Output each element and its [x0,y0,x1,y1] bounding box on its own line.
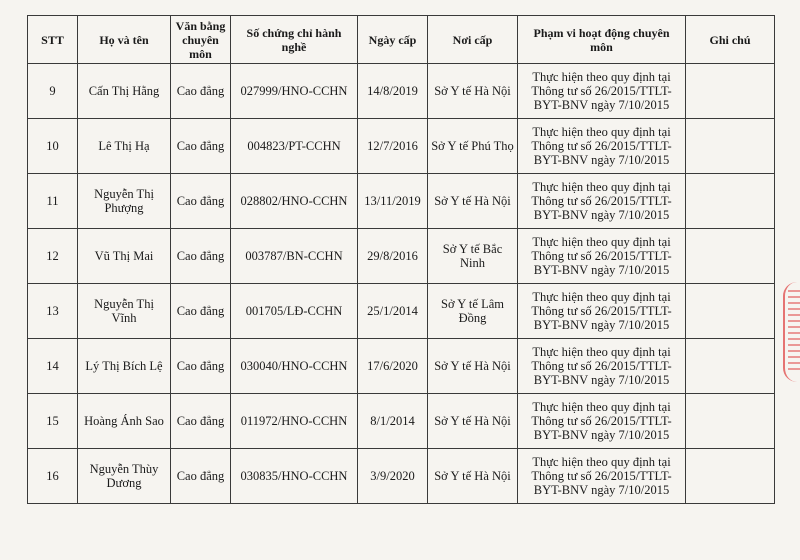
cell-issuer: Sở Y tế Lâm Đồng [428,284,518,339]
header-issuer: Nơi cấp [428,16,518,64]
cell-note [686,119,775,174]
cell-date: 8/1/2014 [358,394,428,449]
cell-scope: Thực hiện theo quy định tại Thông tư số 26/2015/TTLT-BYT-BNV ngày 7/10/2015 [518,174,686,229]
cell-name: Nguyễn Thị Phượng [78,174,171,229]
header-cert: Số chứng chỉ hành nghề [231,16,358,64]
cell-stt: 14 [28,339,78,394]
cell-cert: 011972/HNO-CCHN [231,394,358,449]
cell-name: Nguyễn Thị Vĩnh [78,284,171,339]
cell-cert: 004823/PT-CCHN [231,119,358,174]
cell-issuer: Sở Y tế Hà Nội [428,394,518,449]
cell-name: Vũ Thị Mai [78,229,171,284]
cell-stt: 10 [28,119,78,174]
cell-note [686,229,775,284]
table-row [28,284,775,339]
table-row [28,449,775,504]
cell-degree: Cao đẳng [171,394,231,449]
cell-stt: 9 [28,64,78,119]
table-row [28,229,775,284]
cell-issuer: Sở Y tế Hà Nội [428,174,518,229]
table-header-row [28,16,775,64]
cell-issuer: Sở Y tế Hà Nội [428,449,518,504]
cell-note [686,64,775,119]
header-name: Họ và tên [78,16,171,64]
table-row [28,174,775,229]
header-date: Ngày cấp [358,16,428,64]
cell-degree: Cao đẳng [171,119,231,174]
table-row [28,64,775,119]
cell-name: Lý Thị Bích Lệ [78,339,171,394]
cell-cert: 027999/HNO-CCHN [231,64,358,119]
cell-cert: 030040/HNO-CCHN [231,339,358,394]
cell-scope: Thực hiện theo quy định tại Thông tư số 26/2015/TTLT-BYT-BNV ngày 7/10/2015 [518,339,686,394]
cell-note [686,394,775,449]
cell-note [686,284,775,339]
cell-degree: Cao đẳng [171,339,231,394]
cell-name: Hoàng Ánh Sao [78,394,171,449]
cell-degree: Cao đẳng [171,449,231,504]
table-row [28,119,775,174]
cell-degree: Cao đẳng [171,64,231,119]
table-row [28,339,775,394]
cell-scope: Thực hiện theo quy định tại Thông tư số 26/2015/TTLT-BYT-BNV ngày 7/10/2015 [518,284,686,339]
cell-note [686,174,775,229]
cell-date: 25/1/2014 [358,284,428,339]
cell-degree: Cao đẳng [171,174,231,229]
header-note: Ghi chú [686,16,775,64]
red-seal-stamp [783,282,800,382]
cell-cert: 028802/HNO-CCHN [231,174,358,229]
cell-degree: Cao đẳng [171,229,231,284]
cell-stt: 13 [28,284,78,339]
cell-stt: 15 [28,394,78,449]
cell-name: Nguyễn Thùy Dương [78,449,171,504]
cell-scope: Thực hiện theo quy định tại Thông tư số 26/2015/TTLT-BYT-BNV ngày 7/10/2015 [518,64,686,119]
cell-stt: 12 [28,229,78,284]
cell-cert: 003787/BN-CCHN [231,229,358,284]
cell-date: 12/7/2016 [358,119,428,174]
cell-issuer: Sở Y tế Hà Nội [428,64,518,119]
cell-date: 13/11/2019 [358,174,428,229]
cell-cert: 001705/LĐ-CCHN [231,284,358,339]
practitioner-table [27,15,775,504]
cell-degree: Cao đẳng [171,284,231,339]
cell-issuer: Sở Y tế Bắc Ninh [428,229,518,284]
cell-issuer: Sở Y tế Phú Thọ [428,119,518,174]
header-degree: Văn bằng chuyên môn [171,16,231,64]
cell-name: Cấn Thị Hằng [78,64,171,119]
cell-date: 14/8/2019 [358,64,428,119]
cell-scope: Thực hiện theo quy định tại Thông tư số 26/2015/TTLT-BYT-BNV ngày 7/10/2015 [518,119,686,174]
cell-date: 17/6/2020 [358,339,428,394]
cell-scope: Thực hiện theo quy định tại Thông tư số 26/2015/TTLT-BYT-BNV ngày 7/10/2015 [518,229,686,284]
cell-issuer: Sở Y tế Hà Nội [428,339,518,394]
header-scope: Phạm vi hoạt động chuyên môn [518,16,686,64]
cell-name: Lê Thị Hạ [78,119,171,174]
seal-text-fragment [788,290,800,370]
cell-date: 29/8/2016 [358,229,428,284]
table-row [28,394,775,449]
cell-note [686,449,775,504]
cell-date: 3/9/2020 [358,449,428,504]
cell-stt: 11 [28,174,78,229]
cell-scope: Thực hiện theo quy định tại Thông tư số 26/2015/TTLT-BYT-BNV ngày 7/10/2015 [518,449,686,504]
cell-note [686,339,775,394]
cell-cert: 030835/HNO-CCHN [231,449,358,504]
header-stt: STT [28,16,78,64]
cell-stt: 16 [28,449,78,504]
cell-scope: Thực hiện theo quy định tại Thông tư số 26/2015/TTLT-BYT-BNV ngày 7/10/2015 [518,394,686,449]
